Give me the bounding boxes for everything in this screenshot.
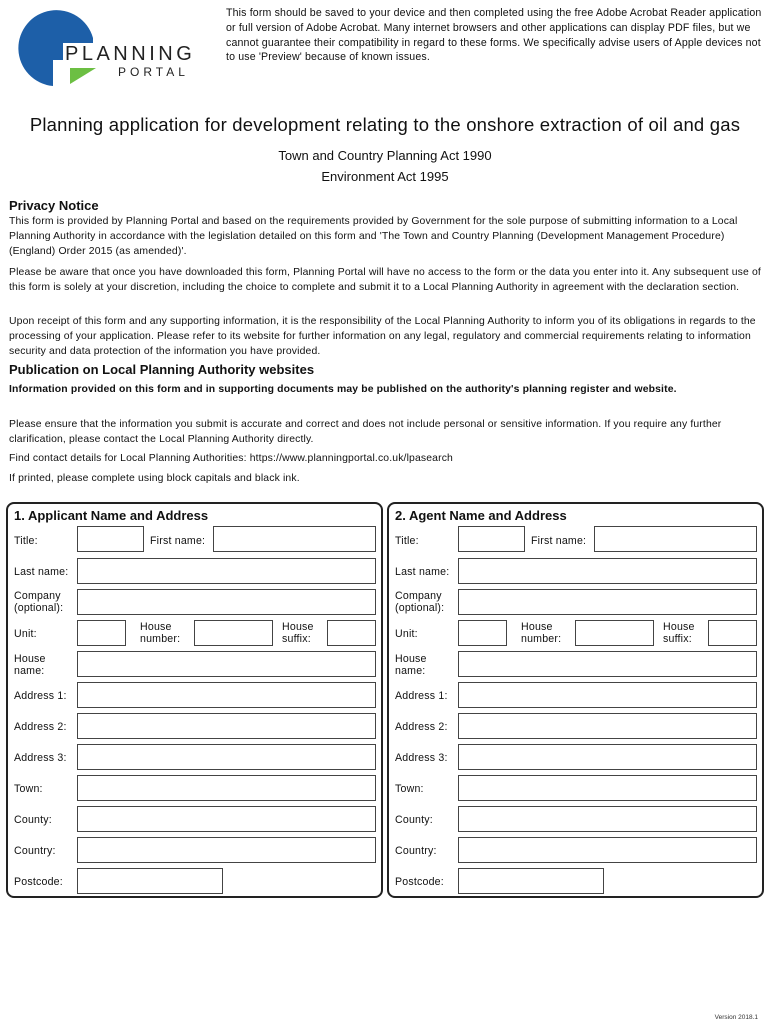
address2-label: Address 2: bbox=[14, 721, 67, 733]
applicant-house-suffix-field[interactable] bbox=[327, 620, 376, 646]
agent-address1-field[interactable] bbox=[458, 682, 757, 708]
logo-wordmark-line1: PLANNING bbox=[65, 43, 196, 65]
house-suffix-label: House suffix: bbox=[663, 621, 695, 645]
act-1: Town and Country Planning Act 1990 bbox=[278, 148, 492, 163]
county-label: County: bbox=[14, 814, 52, 826]
title-label: Title: bbox=[395, 535, 419, 547]
title-label: Title: bbox=[14, 535, 38, 547]
logo-wordmark-line2: PORTAL bbox=[118, 65, 189, 79]
first-name-label: First name: bbox=[531, 535, 587, 547]
privacy-paragraph-3: Upon receipt of this form and any supporting information, it is the responsibility of the Local Planning Authority to inform you of its obligations in regards to the processing of your application. Please refer to its website for further information on any legal, regulatory and commercial requirements relating to information security and data protection of the information you have provided. bbox=[9, 316, 756, 358]
privacy-heading: Privacy Notice bbox=[9, 198, 99, 213]
applicant-address2-field[interactable] bbox=[77, 713, 376, 739]
publication-paragraph-1: Please ensure that the information you submit is accurate and correct and does not include personal or sensitive information. If you require any further clarification, please contact the Local Planning Authority directly. bbox=[9, 419, 722, 446]
agent-section bbox=[387, 502, 764, 898]
agent-address3-field[interactable] bbox=[458, 744, 757, 770]
house-suffix-label: House suffix: bbox=[282, 621, 314, 645]
address1-label: Address 1: bbox=[14, 690, 67, 702]
agent-house-name-field[interactable] bbox=[458, 651, 757, 677]
planning-portal-logo bbox=[8, 8, 198, 88]
agent-house-number-field[interactable] bbox=[575, 620, 654, 646]
agent-section-title: 2. Agent Name and Address bbox=[395, 508, 567, 523]
agent-house-suffix-field[interactable] bbox=[708, 620, 757, 646]
agent-county-field[interactable] bbox=[458, 806, 757, 832]
postcode-label: Postcode: bbox=[14, 876, 63, 888]
postcode-label: Postcode: bbox=[395, 876, 444, 888]
privacy-paragraph-1: This form is provided by Planning Portal and based on the requirements provided by Government for the sole purpose of submitting information to a Local Planning Authority in accordance with the legislation detailed on this form and 'The Town and Country Planning (Development Management Procedure) (England) Order 2015 (as amended)'. bbox=[9, 216, 738, 258]
county-label: County: bbox=[395, 814, 433, 826]
page-title: Planning application for development relating to the onshore extraction of oil and gas bbox=[29, 114, 741, 135]
print-instruction: If printed, please complete using block capitals and black ink. bbox=[9, 473, 300, 484]
agent-town-field[interactable] bbox=[458, 775, 757, 801]
town-label: Town: bbox=[14, 783, 43, 795]
privacy-paragraph-2: Please be aware that once you have downloaded this form, Planning Portal will have no access to the form or the data you enter into it. Any subsequent use of this form is solely at your discretion, including the choice to complete and submit it to a Local Planning Authority in agreement with the declaration section. bbox=[9, 267, 761, 294]
country-label: Country: bbox=[14, 845, 56, 857]
applicant-address3-field[interactable] bbox=[77, 744, 376, 770]
software-notice: This form should be saved to your device and then completed using the free Adobe Acrobat Reader application or full version of Adobe Acrobat. Many internet browsers and other applications can display PDF files, but we cannot guarantee their compatibility in regard to these forms. We specifically advise users of Apple devices not to use 'Preview' because of known issues. bbox=[226, 7, 762, 64]
publication-bold-notice: Information provided on this form and in supporting documents may be published on the authority's planning register and website. bbox=[9, 384, 677, 395]
act-2: Environment Act 1995 bbox=[321, 169, 449, 184]
applicant-unit-field[interactable] bbox=[77, 620, 126, 646]
house-number-label: House number: bbox=[521, 621, 562, 645]
address1-label: Address 1: bbox=[395, 690, 448, 702]
applicant-county-field[interactable] bbox=[77, 806, 376, 832]
agent-address2-field[interactable] bbox=[458, 713, 757, 739]
address2-label: Address 2: bbox=[395, 721, 448, 733]
applicant-house-number-field[interactable] bbox=[194, 620, 273, 646]
applicant-first-name-field[interactable] bbox=[213, 526, 376, 552]
address3-label: Address 3: bbox=[14, 752, 67, 764]
applicant-address1-field[interactable] bbox=[77, 682, 376, 708]
agent-first-name-field[interactable] bbox=[594, 526, 757, 552]
agent-unit-field[interactable] bbox=[458, 620, 507, 646]
applicant-town-field[interactable] bbox=[77, 775, 376, 801]
house-name-label: House name: bbox=[14, 653, 46, 677]
unit-label: Unit: bbox=[395, 628, 418, 640]
applicant-house-name-field[interactable] bbox=[77, 651, 376, 677]
house-number-label: House number: bbox=[140, 621, 181, 645]
last-name-label: Last name: bbox=[14, 566, 69, 578]
applicant-postcode-field[interactable] bbox=[77, 868, 223, 894]
contact-details-text: Find contact details for Local Planning Authorities: https://www.planningportal.co.uk/lpasearch bbox=[9, 453, 453, 464]
house-name-label: House name: bbox=[395, 653, 427, 677]
applicant-title-field[interactable] bbox=[77, 526, 144, 552]
agent-company-field[interactable] bbox=[458, 589, 757, 615]
applicant-section bbox=[6, 502, 383, 898]
address3-label: Address 3: bbox=[395, 752, 448, 764]
company-label: Company (optional): bbox=[395, 590, 445, 614]
applicant-last-name-field[interactable] bbox=[77, 558, 376, 584]
version-label: Version 2018.1 bbox=[714, 1014, 758, 1021]
first-name-label: First name: bbox=[150, 535, 206, 547]
applicant-company-field[interactable] bbox=[77, 589, 376, 615]
agent-postcode-field[interactable] bbox=[458, 868, 604, 894]
company-label: Company (optional): bbox=[14, 590, 64, 614]
agent-last-name-field[interactable] bbox=[458, 558, 757, 584]
agent-title-field[interactable] bbox=[458, 526, 525, 552]
publication-heading: Publication on Local Planning Authority websites bbox=[9, 362, 315, 377]
agent-country-field[interactable] bbox=[458, 837, 757, 863]
applicant-country-field[interactable] bbox=[77, 837, 376, 863]
unit-label: Unit: bbox=[14, 628, 37, 640]
last-name-label: Last name: bbox=[395, 566, 450, 578]
country-label: Country: bbox=[395, 845, 437, 857]
town-label: Town: bbox=[395, 783, 424, 795]
applicant-section-title: 1. Applicant Name and Address bbox=[14, 508, 209, 523]
